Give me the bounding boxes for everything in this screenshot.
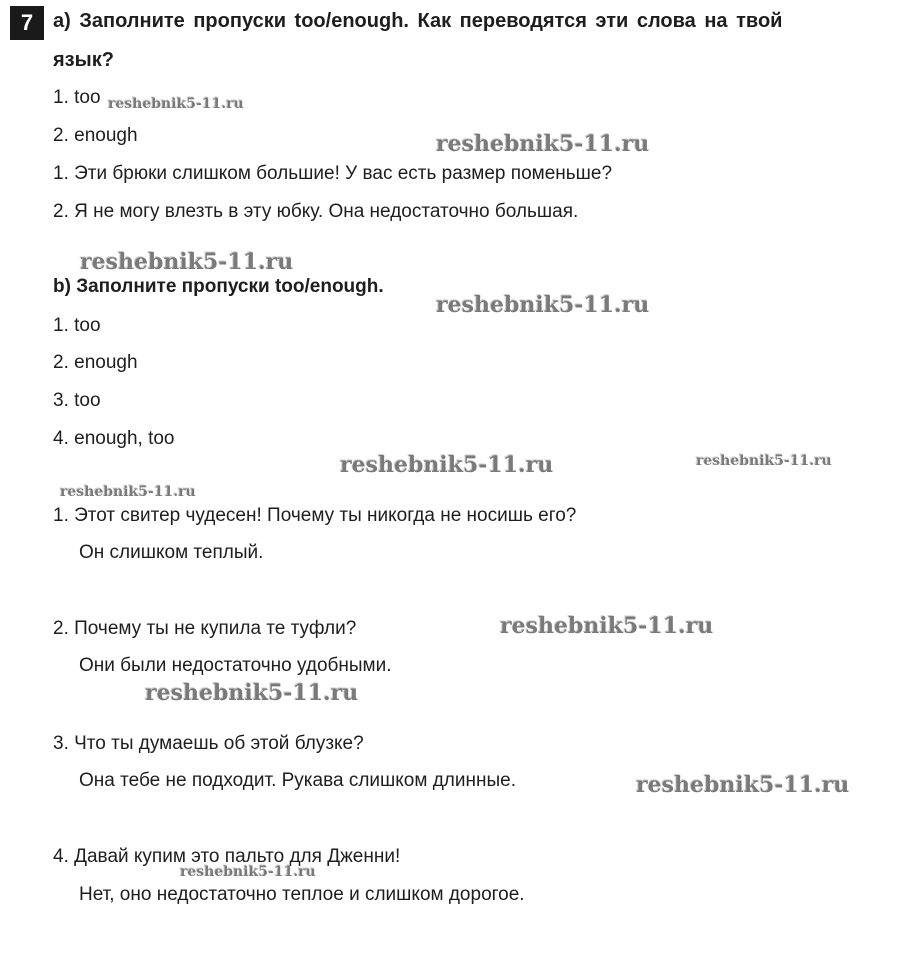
exercise-number: 7 <box>10 6 44 40</box>
dialogue-1-answer: Он слишком теплый. <box>79 542 264 563</box>
dialogue-3-question: 3. Что ты думаешь об этой блузке? <box>53 733 364 754</box>
answer-b-1: 1. too <box>53 315 101 336</box>
translation-2: 2. Я не могу влезть в эту юбку. Она недостаточно большая. <box>53 201 579 222</box>
answer-a-1: 1. too <box>53 87 101 108</box>
part-b-title: b) Заполните пропуски too/enough. <box>53 276 384 297</box>
watermark: reshebnik5-11.ru <box>80 249 294 275</box>
dialogue-1-question: 1. Этот свитер чудесен! Почему ты никогда не носишь его? <box>53 505 577 526</box>
watermark: reshebnik5-11.ru <box>436 131 650 157</box>
translation-1: 1. Эти брюки слишком большие! У вас есть размер поменьше? <box>53 163 613 184</box>
dialogue-2-question: 2. Почему ты не купила те туфли? <box>53 618 357 639</box>
part-a-title-cont: язык? <box>53 49 114 71</box>
dialogue-2-answer: Они были недостаточно удобными. <box>79 655 392 676</box>
answer-b-4: 4. enough, too <box>53 428 175 449</box>
dialogue-3-answer: Она тебе не подходит. Рукава слишком длинные. <box>79 770 516 791</box>
dialogue-4-question: 4. Давай купим это пальто для Дженни! <box>53 846 401 867</box>
answer-b-3: 3. too <box>53 390 101 411</box>
watermark: reshebnik5-11.ru <box>108 96 244 112</box>
watermark: reshebnik5-11.ru <box>436 292 650 318</box>
watermark: reshebnik5-11.ru <box>145 680 359 706</box>
answer-b-2: 2. enough <box>53 352 138 373</box>
dialogue-4-answer: Нет, оно недостаточно теплое и слишком дорогое. <box>79 884 525 905</box>
answer-a-2: 2. enough <box>53 125 138 146</box>
watermark: reshebnik5-11.ru <box>696 453 832 469</box>
part-a-title: a) Заполните пропуски too/enough. Как переводятся эти слова на твой <box>53 10 783 32</box>
watermark: reshebnik5-11.ru <box>60 484 196 500</box>
watermark: reshebnik5-11.ru <box>500 613 714 639</box>
watermark: reshebnik5-11.ru <box>180 864 316 880</box>
watermark: reshebnik5-11.ru <box>340 452 554 478</box>
watermark: reshebnik5-11.ru <box>636 772 850 798</box>
